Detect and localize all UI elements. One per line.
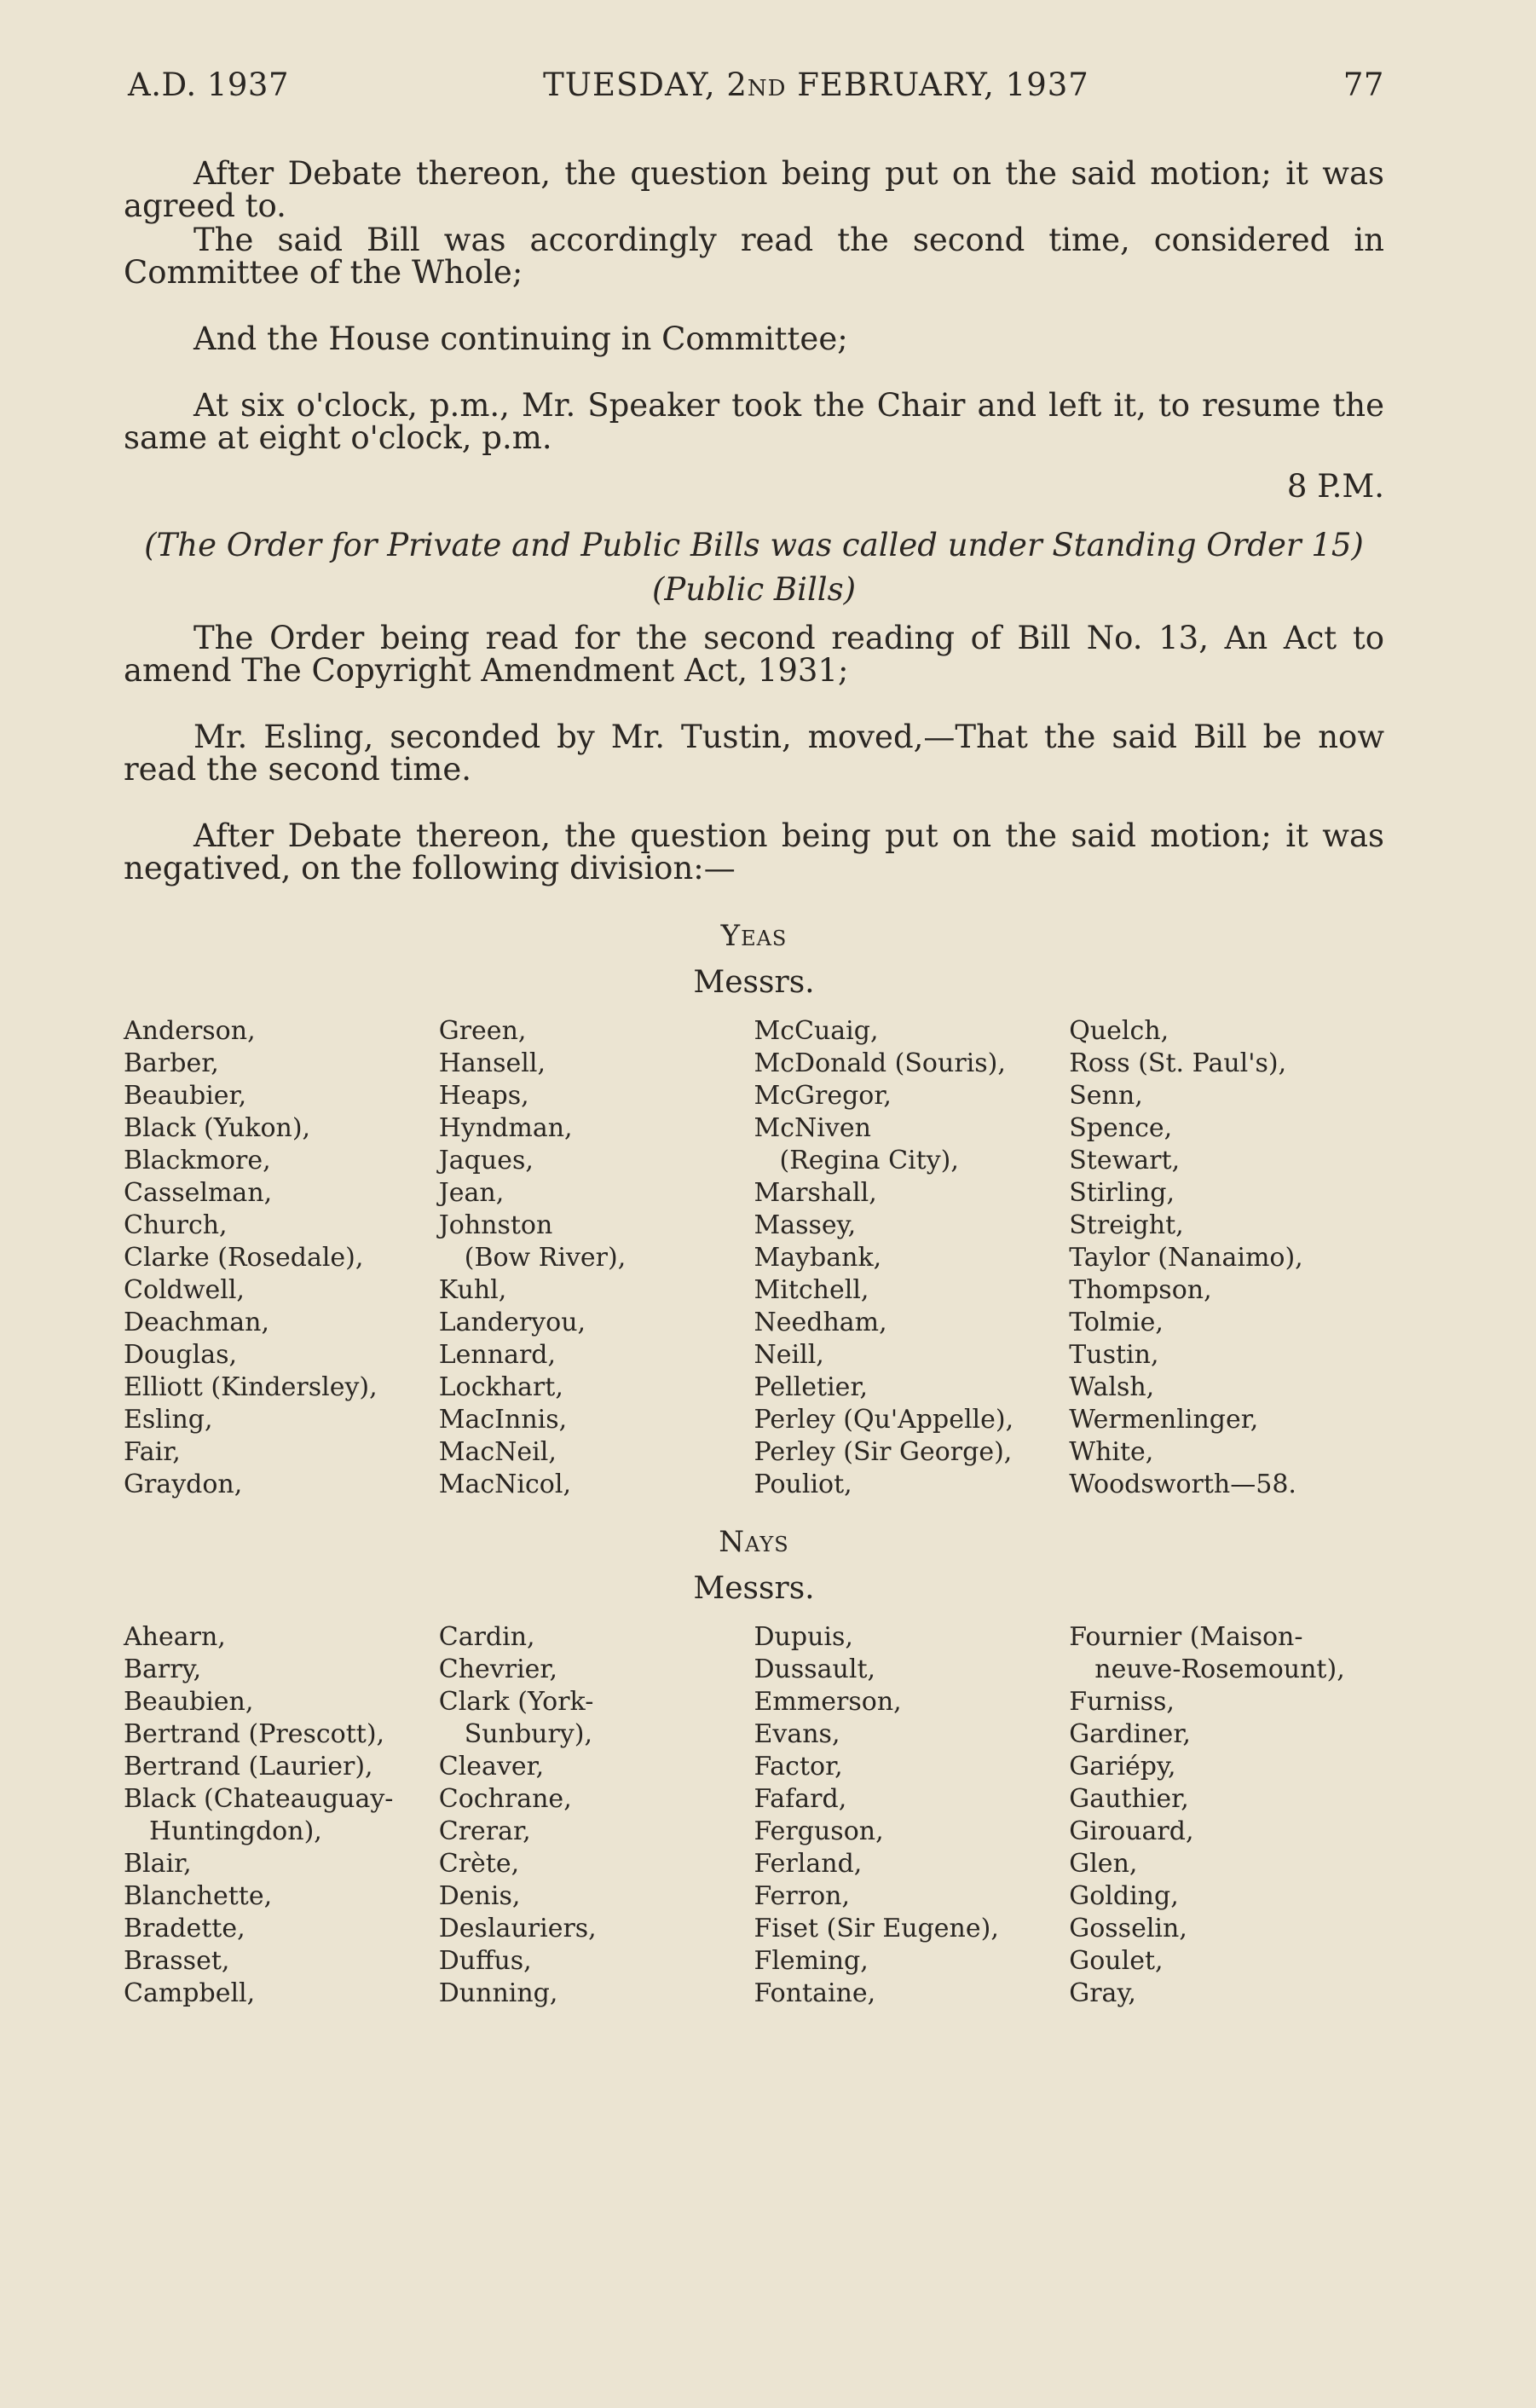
member-name: Tolmie,	[1069, 1308, 1164, 1337]
member-name: Stewart,	[1069, 1146, 1181, 1175]
member-name: Cleaver,	[438, 1752, 545, 1781]
paragraph-motion: Mr. Esling, seconded by Mr. Tustin, moved,—That the said Bill be now read the second time.	[124, 719, 1384, 788]
member-name: Emmerson,	[754, 1687, 902, 1717]
member-name: Taylor (Nanaimo),	[1069, 1243, 1303, 1273]
member-name: Maybank,	[754, 1243, 882, 1273]
member-name: Lennard,	[438, 1340, 557, 1370]
member-name: Bradette,	[124, 1914, 245, 1943]
member-name: Ferland,	[754, 1849, 863, 1879]
member-name: Fafard,	[754, 1784, 847, 1814]
member-name: Barber,	[124, 1048, 219, 1078]
member-name: Dussault,	[754, 1654, 876, 1684]
member-name: Duffus,	[438, 1946, 532, 1976]
member-name: Golding,	[1069, 1881, 1179, 1911]
member-name: Douglas,	[124, 1340, 238, 1370]
member-name: Massey,	[754, 1210, 857, 1240]
member-name: Landeryou,	[438, 1308, 586, 1337]
yeas-list	[124, 1015, 1384, 1501]
member-name: Gardiner,	[1069, 1719, 1191, 1749]
member-column	[124, 1621, 439, 2010]
member-name: Black (Yukon),	[124, 1113, 311, 1143]
member-name: Sunbury),	[464, 1719, 592, 1749]
member-name: Blanchette,	[124, 1881, 273, 1911]
member-name: Crète,	[438, 1849, 520, 1879]
member-name: MacInnis,	[438, 1405, 568, 1435]
paragraph-bill-13: The Order being read for the second reading of Bill No. 13, An Act to amend The Copyright Amendment Act, 1931;	[124, 620, 1384, 689]
member-name: Deachman,	[124, 1308, 270, 1337]
paragraph-committee: And the House continuing in Committee;	[193, 320, 848, 357]
member-name: Crerar,	[438, 1816, 531, 1846]
member-name: Kuhl,	[438, 1275, 507, 1305]
member-name: Fleming,	[754, 1946, 869, 1976]
member-name: Campbell,	[124, 1978, 256, 2008]
member-name: MacNeil,	[438, 1437, 557, 1467]
member-name: Fontaine,	[754, 1978, 876, 2008]
member-name: Fiset (Sir Eugene),	[754, 1914, 999, 1943]
member-name: Green,	[438, 1016, 527, 1046]
member-name: Furniss,	[1069, 1687, 1175, 1717]
time-heading: 8 P.M.	[1286, 468, 1384, 505]
member-name: Chevrier,	[438, 1654, 557, 1684]
member-name: Esling,	[124, 1405, 213, 1435]
member-name: Coldwell,	[124, 1275, 245, 1305]
member-name: Lockhart,	[438, 1372, 563, 1402]
member-name: Dunning,	[438, 1978, 558, 2008]
member-name: Huntingdon),	[149, 1816, 322, 1846]
member-name: Dupuis,	[754, 1622, 853, 1652]
member-name: White,	[1069, 1437, 1154, 1467]
nays-messrs: Messrs.	[693, 1571, 815, 1606]
nays-heading: Nays	[719, 1525, 789, 1559]
member-name: Blair,	[124, 1849, 192, 1879]
yeas-heading: Yeas	[720, 919, 788, 953]
member-name: Ferguson,	[754, 1816, 884, 1846]
member-name: Evans,	[754, 1719, 840, 1749]
member-name: Thompson,	[1069, 1275, 1212, 1305]
member-name: Perley (Qu'Appelle),	[754, 1405, 1014, 1435]
member-column	[439, 1015, 754, 1501]
member-name: McNiven	[754, 1113, 871, 1143]
member-name: Gray,	[1069, 1978, 1136, 2008]
standing-order-note: (The Order for Private and Public Bills was called under Standing Order 15)	[144, 527, 1364, 563]
member-name: Tustin,	[1069, 1340, 1159, 1370]
paragraph-second-reading: The said Bill was accordingly read the second time, considered in Committee of the Whole;	[124, 222, 1384, 291]
page-body	[124, 155, 1384, 2010]
member-name: Clarke (Rosedale),	[124, 1243, 364, 1273]
member-name: Ahearn,	[124, 1622, 226, 1652]
member-name: Gauthier,	[1069, 1784, 1189, 1814]
member-name: Fournier (Maison-	[1069, 1622, 1303, 1652]
member-column	[754, 1015, 1070, 1501]
member-name: Marshall,	[754, 1178, 877, 1208]
member-name: Wermenlinger,	[1069, 1405, 1259, 1435]
member-name: Hyndman,	[438, 1113, 573, 1143]
member-name: Glen,	[1069, 1849, 1138, 1879]
header-year: A.D. 1937	[128, 66, 290, 103]
member-name: Pouliot,	[754, 1470, 852, 1499]
member-name: Heaps,	[438, 1081, 529, 1111]
member-name: Cardin,	[438, 1622, 535, 1652]
member-name: Girouard,	[1069, 1816, 1194, 1846]
member-column	[1069, 1621, 1384, 2010]
member-name: Johnston	[438, 1210, 553, 1240]
member-name: Cochrane,	[438, 1784, 572, 1814]
member-name: Gariépy,	[1069, 1752, 1176, 1781]
member-column	[439, 1621, 754, 2010]
member-name: Walsh,	[1069, 1372, 1155, 1402]
member-name: (Regina City),	[779, 1146, 959, 1175]
member-name: Casselman,	[124, 1178, 273, 1208]
member-name: Jaques,	[438, 1146, 534, 1175]
member-column	[124, 1015, 439, 1501]
member-name: Factor,	[754, 1752, 843, 1781]
member-name: McCuaig,	[754, 1016, 879, 1046]
public-bills-heading: (Public Bills)	[651, 571, 857, 608]
member-name: Needham,	[754, 1308, 887, 1337]
member-name: Anderson,	[124, 1016, 256, 1046]
paragraph-six-oclock: At six o'clock, p.m., Mr. Speaker took the Chair and left it, to resume the same at eight o'clock, p.m.	[124, 387, 1384, 456]
member-name: Fair,	[124, 1437, 181, 1467]
header-date: TUESDAY, 2nd FEBRUARY, 1937	[543, 66, 1089, 103]
member-name: neuve-Rosemount),	[1094, 1654, 1345, 1684]
member-name: Bertrand (Prescott),	[124, 1719, 385, 1749]
member-name: Bertrand (Laurier),	[124, 1752, 373, 1781]
member-name: Mitchell,	[754, 1275, 869, 1305]
member-name: Perley (Sir George),	[754, 1437, 1013, 1467]
member-name: Deslauriers,	[438, 1914, 597, 1943]
paragraph-division: After Debate thereon, the question being put on the said motion; it was negatived, on the following division:—	[124, 817, 1384, 886]
member-name: Clark (York-	[438, 1687, 594, 1717]
member-name: Denis,	[438, 1881, 521, 1911]
member-name: Graydon,	[124, 1470, 243, 1499]
member-name: Spence,	[1069, 1113, 1173, 1143]
member-name: Elliott (Kindersley),	[124, 1372, 378, 1402]
member-name: Ross (St. Paul's),	[1069, 1048, 1287, 1078]
member-name: Woodsworth—58.	[1069, 1470, 1296, 1499]
member-name: Blackmore,	[124, 1146, 271, 1175]
yeas-messrs: Messrs.	[693, 965, 815, 1000]
nays-list	[124, 1621, 1384, 2010]
member-name: Goulet,	[1069, 1946, 1164, 1976]
page-number: 77	[1343, 66, 1384, 103]
member-name: Barry,	[124, 1654, 202, 1684]
member-name: McGregor,	[754, 1081, 892, 1111]
member-name: MacNicol,	[438, 1470, 571, 1499]
member-column	[1069, 1015, 1384, 1501]
member-name: Beaubier,	[124, 1081, 247, 1111]
member-name: Gosselin,	[1069, 1914, 1187, 1943]
member-name: Jean,	[438, 1178, 505, 1208]
member-name: Brasset,	[124, 1946, 230, 1976]
member-name: Ferron,	[754, 1881, 851, 1911]
member-column	[754, 1621, 1070, 2010]
member-name: Pelletier,	[754, 1372, 869, 1402]
member-name: Neill,	[754, 1340, 824, 1370]
member-name: Hansell,	[438, 1048, 546, 1078]
paragraph-debate-agreed: After Debate thereon, the question being put on the said motion; it was agreed to.	[124, 155, 1384, 224]
member-name: Beaubien,	[124, 1687, 254, 1717]
member-name: Black (Chateauguay-	[124, 1784, 394, 1814]
member-name: Streight,	[1069, 1210, 1184, 1240]
page-header	[128, 66, 1384, 103]
member-name: McDonald (Souris),	[754, 1048, 1006, 1078]
member-name: (Bow River),	[464, 1243, 627, 1273]
member-name: Senn,	[1069, 1081, 1143, 1111]
member-name: Church,	[124, 1210, 228, 1240]
member-name: Quelch,	[1069, 1016, 1169, 1046]
member-name: Stirling,	[1069, 1178, 1175, 1208]
